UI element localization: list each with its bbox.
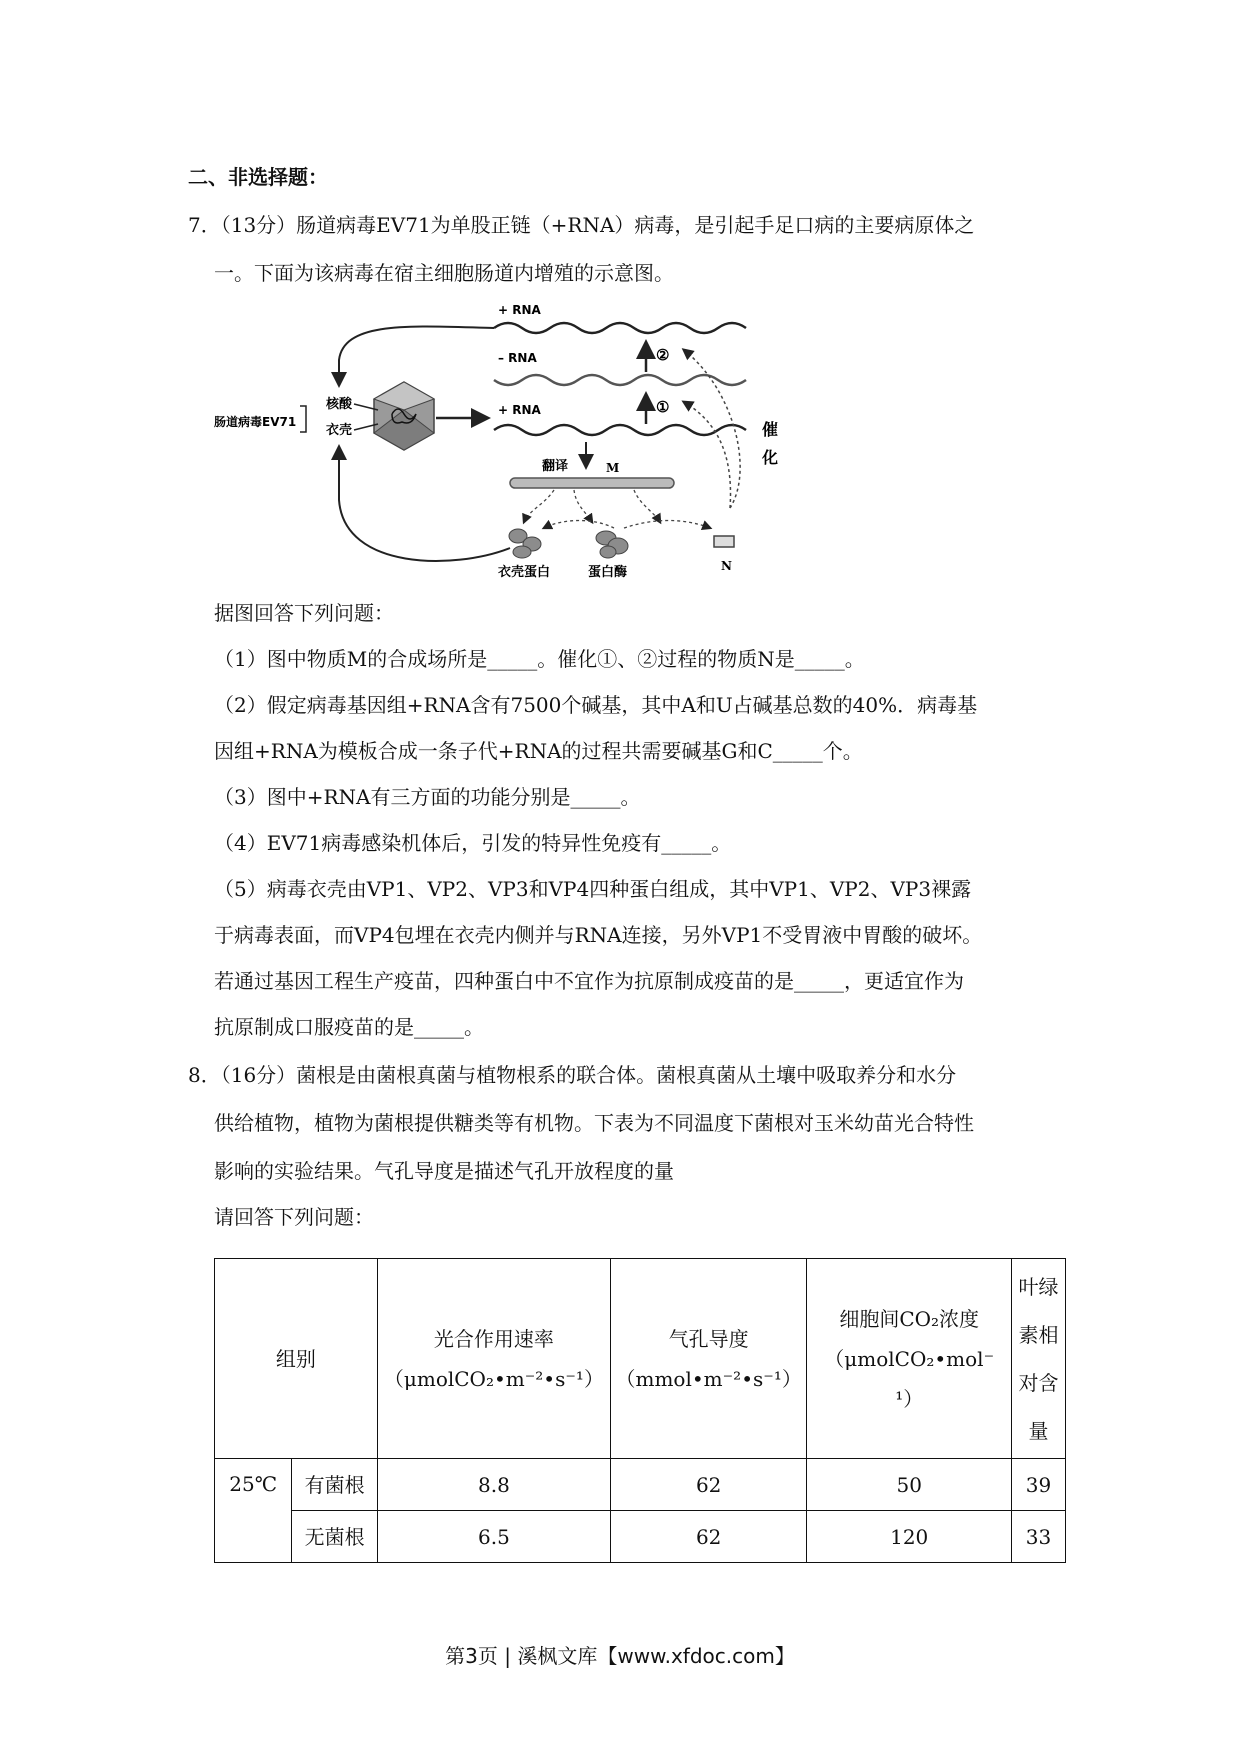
- substance-n-icon: [714, 536, 734, 547]
- cell-photosynthesis: 6.5: [377, 1511, 610, 1563]
- virus-particle: [374, 382, 434, 450]
- q7-sub5-line-2: 于病毒表面，而VP4包埋在衣壳内侧并与RNA连接，另外VP1不受胃液中胃酸的破坏。: [214, 923, 983, 947]
- capsid-protein-icon: [509, 529, 541, 558]
- header-photosynthesis-rate: 光合作用速率 （μmolCO₂•m⁻²•s⁻¹）: [377, 1259, 610, 1459]
- label-catalysis-2: 化: [762, 448, 779, 467]
- mycorrhiza-data-table: [214, 1258, 1066, 1563]
- q7-line-2: 一。下面为该病毒在宿主细胞肠道内增殖的示意图。: [214, 261, 674, 285]
- cell-row-label: 有菌根: [292, 1459, 378, 1511]
- q7-sub5-line-1: （5）病毒衣壳由VP1、VP2、VP3和VP4四种蛋白组成，其中VP1、VP2、VP3裸露: [214, 877, 972, 901]
- q7-sub4: （4）EV71病毒感染机体后，引发的特异性免疫有_____。: [214, 831, 732, 855]
- mark-1: ①: [656, 398, 670, 416]
- label-minus-rna: – RNA: [498, 351, 537, 365]
- label-translate: 翻译: [542, 459, 569, 474]
- cell-row-label: 无菌根: [292, 1511, 378, 1563]
- cell-stomatal: 62: [610, 1459, 806, 1511]
- q7-line-1: 7．（13分）肠道病毒EV71为单股正链（+RNA）病毒，是引起手足口病的主要病原体之: [188, 213, 975, 237]
- mark-2: ②: [656, 346, 670, 364]
- label-n: N: [721, 559, 732, 573]
- q8-line-3: 影响的实验结果。气孔导度是描述气孔开放程度的量: [214, 1159, 674, 1183]
- q7-sub3: （3）图中+RNA有三方面的功能分别是_____。: [214, 785, 641, 809]
- plus-rna-mid-strand: [494, 425, 746, 435]
- label-m: M: [606, 461, 620, 475]
- section-title: 二、非选择题：: [188, 165, 328, 189]
- cell-chlorophyll: 33: [1012, 1511, 1066, 1563]
- q7-sub1: （1）图中物质M的合成场所是_____。催化①、②过程的物质N是_____。: [214, 647, 865, 671]
- q7-sub2-line-1: （2）假定病毒基因组+RNA含有7500个碱基，其中A和U占碱基总数的40%．病毒基: [214, 693, 978, 717]
- plus-rna-top-strand: [494, 323, 746, 333]
- cell-co2: 120: [807, 1511, 1012, 1563]
- cell-photosynthesis: 8.8: [377, 1459, 610, 1511]
- cell-co2: 50: [807, 1459, 1012, 1511]
- label-virus-ev71: 肠道病毒EV71: [214, 415, 297, 429]
- label-capsid: 衣壳: [326, 423, 353, 438]
- label-nucleic-acid: 核酸: [326, 397, 353, 412]
- q7-sub5-line-4: 抗原制成口服疫苗的是_____。: [214, 1015, 484, 1039]
- label-plus-rna-top: + RNA: [498, 303, 541, 317]
- ev71-replication-diagram: [214, 300, 779, 580]
- cell-stomatal: 62: [610, 1511, 806, 1563]
- label-protease: 蛋白酶: [588, 565, 628, 580]
- q7-prompt: 据图回答下列问题：: [214, 601, 394, 625]
- protease-icon: [596, 531, 628, 558]
- header-group: 组别: [215, 1259, 378, 1459]
- label-catalysis-1: 催: [762, 420, 779, 439]
- label-capsid-protein: 衣壳蛋白: [498, 565, 551, 580]
- header-intercellular-co2: 细胞间CO₂浓度 （μmolCO₂•mol⁻ ¹）: [807, 1259, 1012, 1459]
- header-chlorophyll: 叶绿 素相 对含 量: [1012, 1259, 1066, 1459]
- header-stomatal-conductance: 气孔导度 （mmol•m⁻²•s⁻¹）: [610, 1259, 806, 1459]
- q8-prompt: 请回答下列问题：: [214, 1205, 374, 1229]
- cell-temperature: 25℃: [215, 1459, 292, 1563]
- cell-chlorophyll: 39: [1012, 1459, 1066, 1511]
- q7-sub5-line-3: 若通过基因工程生产疫苗，四种蛋白中不宜作为抗原制成疫苗的是_____，更适宜作为: [214, 969, 964, 993]
- page-footer: 第3页 | 溪枫文库【www.xfdoc.com】: [445, 1644, 795, 1668]
- table-row: [215, 1459, 1066, 1511]
- ribosome-bar: [510, 478, 674, 488]
- label-plus-rna-mid: + RNA: [498, 403, 541, 417]
- q8-line-1: 8．（16分）菌根是由菌根真菌与植物根系的联合体。菌根真菌从土壤中吸取养分和水分: [188, 1063, 957, 1087]
- q7-sub2-line-2: 因组+RNA为模板合成一条子代+RNA的过程共需要碱基G和C_____个。: [214, 739, 863, 763]
- q8-line-2: 供给植物，植物为菌根提供糖类等有机物。下表为不同温度下菌根对玉米幼苗光合特性: [214, 1111, 974, 1135]
- table-row: [215, 1511, 1066, 1563]
